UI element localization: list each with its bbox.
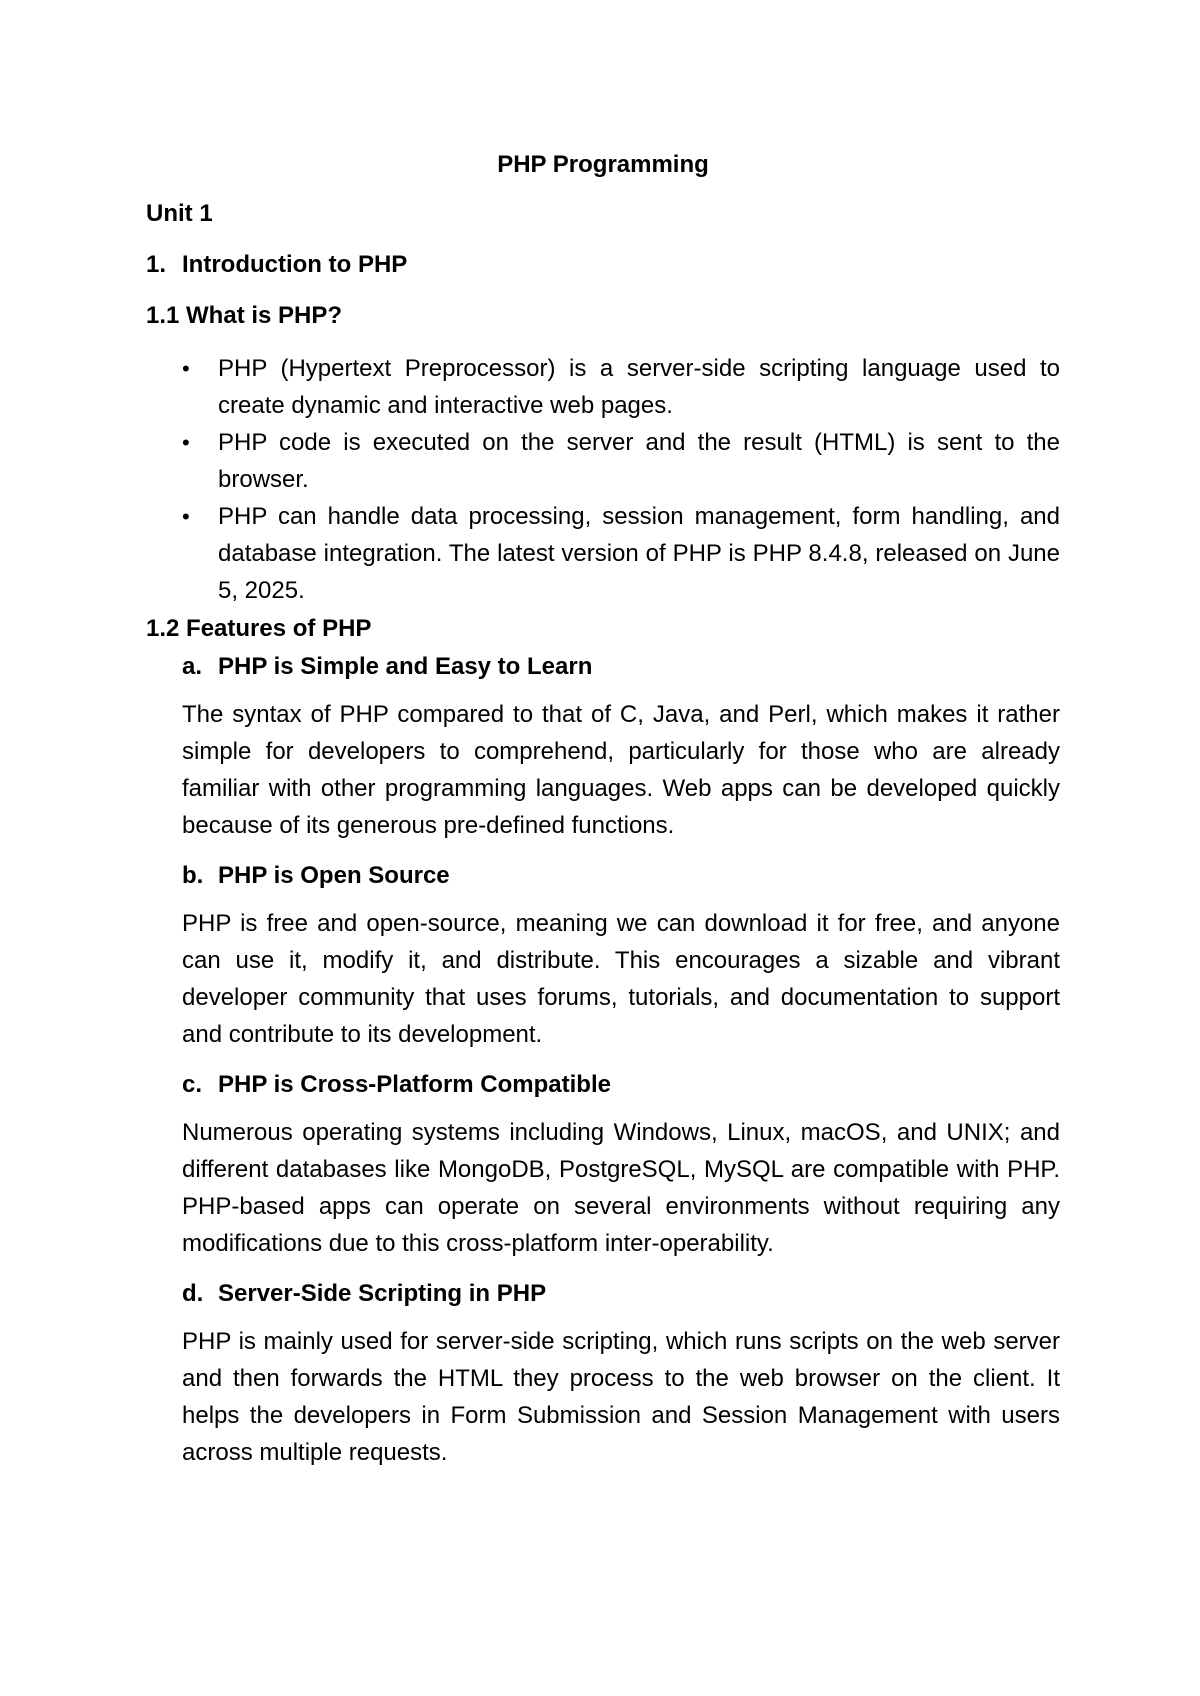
list-item [146,498,1060,609]
list-item-text: PHP can handle data processing, session management, form handling, and database integration. The latest version of PHP is PHP 8.4.8, released on June 5, 2025. [218,503,1060,604]
feature-title: PHP is Simple and Easy to Learn [218,653,593,680]
feature-title: Server-Side Scripting in PHP [218,1280,547,1307]
section-1-heading [146,248,1060,282]
feature-title: PHP is Cross-Platform Compatible [218,1071,611,1098]
feature-body: The syntax of PHP compared to that of C, Java, and Perl, which makes it rather simple for developers to comprehend, particularly for those who are already familiar with other programming languages. Web apps can be developed quickly because of its generous pre-defined functions. [182,701,1060,839]
feature-b [182,859,1060,1053]
list-item-text: PHP (Hypertext Preprocessor) is a server-side scripting language used to create dynamic and interactive web pages. [218,355,1060,419]
document-title: PHP Programming [497,151,709,178]
feature-body: Numerous operating systems including Windows, Linux, macOS, and UNIX; and different databases like MongoDB, PostgreSQL, MySQL are compatible with PHP. PHP-based apps can operate on several environments without requiring any modifications due to this cross-platform inter-operability. [182,1119,1060,1257]
unit-heading: Unit 1 [146,200,213,227]
feature-body: PHP is mainly used for server-side scripting, which runs scripts on the web server and then forwards the HTML they process to the web browser on the client. It helps the developers in Form Submission and Session Management with users across multiple requests. [182,1328,1060,1466]
feature-body: PHP is free and open-source, meaning we can download it for free, and anyone can use it, modify it, and distribute. This encourages a sizable and vibrant developer community that uses forums, tutorials, and documentation to support and contribute to its development. [182,910,1060,1048]
feature-letter: c. [182,1071,203,1098]
feature-heading [182,859,1060,893]
feature-letter: a. [182,653,203,680]
list-item-text: PHP code is executed on the server and the result (HTML) is sent to the browser. [218,429,1060,493]
feature-a [182,650,1060,844]
section-1-1-heading: 1.1 What is PHP? [146,302,343,329]
feature-heading [182,1068,1060,1102]
feature-letter: b. [182,862,204,889]
what-is-php-list [146,350,1060,609]
feature-heading [182,1277,1060,1311]
feature-d [182,1277,1060,1471]
bullet-icon: • [182,504,190,529]
bullet-icon: • [182,430,190,455]
feature-heading [182,650,1060,684]
section-1-number: 1. [146,251,167,278]
section-1-title: Introduction to PHP [182,251,408,278]
bullet-icon: • [182,356,190,381]
section-1-2-heading: 1.2 Features of PHP [146,615,372,642]
list-item [146,350,1060,424]
list-item [146,424,1060,498]
feature-c [182,1068,1060,1262]
document-content [146,150,1060,1486]
feature-title: PHP is Open Source [218,862,450,889]
feature-letter: d. [182,1280,204,1307]
